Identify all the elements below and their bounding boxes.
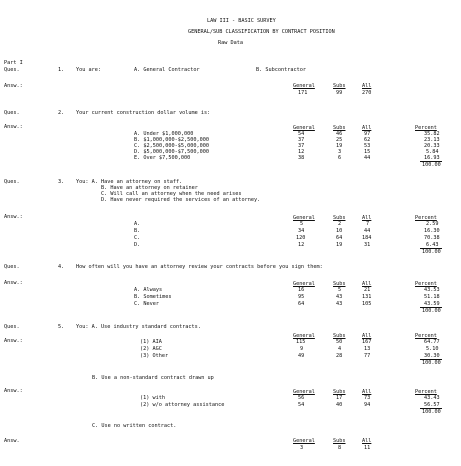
q2-row-subs: 19: [336, 143, 343, 149]
q5-col-percent: Percent: [415, 333, 437, 339]
q2-row-general: 37: [298, 137, 305, 143]
q2-row-label: E. Over $7,500,000: [134, 155, 191, 161]
q5-b-total: 100.00: [422, 409, 441, 415]
q4-row-percent: 51.18: [424, 294, 440, 300]
q5-total: 100.00: [422, 360, 441, 366]
q4-row-general: 95: [298, 294, 305, 300]
q5-b-row-label: (1) with: [140, 395, 165, 401]
q2-row-percent: 20.33: [424, 143, 440, 149]
q5-number: 5.: [58, 324, 65, 330]
q2-row-general: 12: [298, 149, 305, 155]
q5-c-answer-label: Answ.: [4, 438, 20, 444]
q5-b-text: B. Use a non-standard contract drawn up: [92, 375, 214, 381]
q3-row-label: B.: [134, 228, 141, 234]
q3-row-all: 7: [366, 221, 370, 227]
q5-row-all: 13: [364, 346, 371, 352]
q3-number: 3.: [58, 179, 65, 185]
q4-text: How often will you have an attorney review your contracts before you sign them:: [76, 264, 323, 270]
q1-option-b: B. Subcontractor: [256, 67, 306, 73]
q1-value-all: 270: [362, 90, 372, 96]
q3-row-percent: 6.43: [426, 242, 439, 248]
q2-row-percent: 23.13: [424, 137, 440, 143]
q4-row-label: C. Never: [134, 301, 159, 307]
q2-row-general: 38: [298, 155, 305, 161]
q5-c-col-all: All: [362, 438, 372, 444]
q3-row-subs: 10: [336, 228, 343, 234]
q3-row-subs: 2: [338, 221, 342, 227]
q3-col-general: General: [293, 215, 315, 221]
q2-row-label: D. $5,000,000-$7,500,000: [134, 149, 209, 155]
q5-b-row-label: (2) w/o attorney assistance: [140, 402, 225, 408]
q3-row-subs: 19: [336, 242, 343, 248]
q3-row-general: 5: [300, 221, 304, 227]
q4-row-subs: 5: [338, 287, 342, 293]
q5-c-value-subs: 8: [338, 445, 342, 451]
q5-b-row-general: 54: [298, 402, 305, 408]
q2-row-label: A. Under $1,000,000: [134, 131, 194, 137]
q2-col-all: All: [362, 125, 372, 131]
q3-col-percent: Percent: [415, 215, 437, 221]
document-subtitle: GENERAL/SUB CLASSIFICATION BY CONTRACT POSITION: [188, 29, 335, 35]
q1-text: You are:: [76, 67, 101, 73]
q4-col-general: General: [293, 281, 315, 287]
q3-row-label: D.: [134, 242, 141, 248]
q5-row-all: 167: [362, 339, 372, 345]
q5-row-label: (3) Other: [140, 353, 169, 359]
q3-line: C. Will call an attorney when the need arises: [101, 191, 242, 197]
q2-row-all: 15: [364, 149, 371, 155]
q5-c-col-subs: Subs: [333, 438, 346, 444]
q3-total: 100.00: [422, 249, 441, 255]
q4-row-all: 131: [362, 294, 372, 300]
q5-row-general: 49: [298, 353, 305, 359]
q5-b-row-all: 94: [364, 402, 371, 408]
q2-total: 100.00: [422, 162, 441, 168]
q2-col-percent: Percent: [415, 125, 437, 131]
q3-col-all: All: [362, 215, 372, 221]
q2-row-all: 44: [364, 155, 371, 161]
q3-row-subs: 64: [336, 235, 343, 241]
q5-col-general: General: [293, 333, 315, 339]
q1-value-general: 171: [298, 90, 308, 96]
q4-row-label: A. Always: [134, 287, 163, 293]
q3-row-all: 44: [364, 228, 371, 234]
q5-row-subs: 28: [336, 353, 343, 359]
q5-b-row-subs: 40: [336, 402, 343, 408]
q5-row-percent: 64.77: [424, 339, 440, 345]
q5-label: Ques.: [4, 324, 20, 330]
q2-row-all: 53: [364, 143, 371, 149]
q2-row-label: C. $2,500,000-$5,000,000: [134, 143, 209, 149]
q1-value-subs: 99: [336, 90, 343, 96]
q2-col-general: General: [293, 125, 315, 131]
q3-row-all: 184: [362, 235, 372, 241]
q4-total: 100.00: [422, 308, 441, 314]
q5-row-general: 9: [300, 346, 304, 352]
q3-line: D. Have never required the services of an attorney.: [101, 197, 261, 203]
q4-row-percent: 43.53: [424, 287, 440, 293]
q4-answer-label: Answ.:: [4, 280, 23, 286]
document-subtitle-raw-data: Raw Data: [218, 40, 243, 46]
q5-b-col-general: General: [293, 389, 315, 395]
q2-row-subs: 46: [336, 131, 343, 137]
q5-c-text: C. Use no written contract.: [92, 423, 177, 429]
q3-line: You: A. Have an attorney on staff.: [76, 179, 183, 185]
part-label: Part I: [4, 60, 23, 66]
q5-b-col-all: All: [362, 389, 372, 395]
q1-answer-label: Answ.:: [4, 83, 23, 89]
q4-row-general: 16: [298, 287, 305, 293]
q4-row-all: 105: [362, 301, 372, 307]
q2-row-percent: 35.82: [424, 131, 440, 137]
q5-row-all: 77: [364, 353, 371, 359]
q4-row-subs: 43: [336, 294, 343, 300]
q5-row-percent: 5.10: [426, 346, 439, 352]
q5-b-col-subs: Subs: [333, 389, 346, 395]
q2-answer-label: Answ.:: [4, 124, 23, 130]
q3-row-general: 34: [298, 228, 305, 234]
q5-answer-label: Answ.:: [4, 338, 23, 344]
q5-col-all: All: [362, 333, 372, 339]
q2-row-general: 37: [298, 143, 305, 149]
q3-line: B. Have an attorney on retainer: [101, 185, 198, 191]
q3-label: Ques.: [4, 179, 20, 185]
q2-label: Ques.: [4, 110, 20, 116]
q2-row-subs: 25: [336, 137, 343, 143]
q3-row-percent: 2.59: [426, 221, 439, 227]
q5-c-value-all: 11: [364, 445, 371, 451]
q2-row-subs: 3: [338, 149, 342, 155]
q2-row-subs: 6: [338, 155, 342, 161]
q4-label: Ques.: [4, 264, 20, 270]
q2-col-subs: Subs: [333, 125, 346, 131]
q3-row-label: A.: [134, 221, 141, 227]
q4-col-subs: Subs: [333, 281, 346, 287]
q4-number: 4.: [58, 264, 65, 270]
q4-row-subs: 43: [336, 301, 343, 307]
q5-b-row-general: 56: [298, 395, 305, 401]
q3-row-label: C.: [134, 235, 141, 241]
q1-option-a: A. General Contractor: [134, 67, 200, 73]
q5-text: You: A. Use industry standard contracts.: [76, 324, 201, 330]
q2-row-general: 54: [298, 131, 305, 137]
q2-row-all: 97: [364, 131, 371, 137]
q1-label: Ques.: [4, 67, 20, 73]
q4-row-label: B. Sometimes: [134, 294, 172, 300]
q4-col-all: All: [362, 281, 372, 287]
q4-row-all: 21: [364, 287, 371, 293]
q5-b-row-percent: 56.57: [424, 402, 440, 408]
q2-number: 2.: [58, 110, 65, 116]
q2-row-percent: 16.93: [424, 155, 440, 161]
q5-row-label: (2) AGC: [140, 346, 162, 352]
q5-row-percent: 30.30: [424, 353, 440, 359]
q5-b-col-percent: Percent: [415, 389, 437, 395]
q5-b-row-subs: 17: [336, 395, 343, 401]
q2-text: Your current construction dollar volume is:: [76, 110, 211, 116]
q5-c-value-general: 3: [300, 445, 304, 451]
q3-answer-label: Answ.:: [4, 214, 23, 220]
q5-col-subs: Subs: [333, 333, 346, 339]
q5-row-subs: 4: [338, 346, 342, 352]
q4-row-percent: 43.59: [424, 301, 440, 307]
q2-row-percent: 5.84: [426, 149, 439, 155]
q5-row-label: (1) AIA: [140, 339, 162, 345]
q3-col-subs: Subs: [333, 215, 346, 221]
q1-col-subs: Subs: [333, 83, 346, 89]
q3-row-general: 12: [298, 242, 305, 248]
q3-row-percent: 16.30: [424, 228, 440, 234]
q4-row-general: 64: [298, 301, 305, 307]
q3-row-general: 120: [296, 235, 306, 241]
q2-row-label: B. $1,000,000-$2,500,000: [134, 137, 209, 143]
q1-col-general: General: [293, 83, 315, 89]
q3-row-all: 31: [364, 242, 371, 248]
q5-row-general: 115: [296, 339, 306, 345]
q5-row-subs: 50: [336, 339, 343, 345]
q5-b-answer-label: Answ.:: [4, 388, 23, 394]
q2-row-all: 62: [364, 137, 371, 143]
q5-b-row-all: 73: [364, 395, 371, 401]
q1-number: 1.: [58, 67, 65, 73]
q1-col-all: All: [362, 83, 372, 89]
q5-b-row-percent: 43.43: [424, 395, 440, 401]
q4-col-percent: Percent: [415, 281, 437, 287]
q5-c-col-general: General: [293, 438, 315, 444]
document-title: LAW III - BASIC SURVEY: [207, 18, 276, 24]
q3-row-percent: 70.38: [424, 235, 440, 241]
